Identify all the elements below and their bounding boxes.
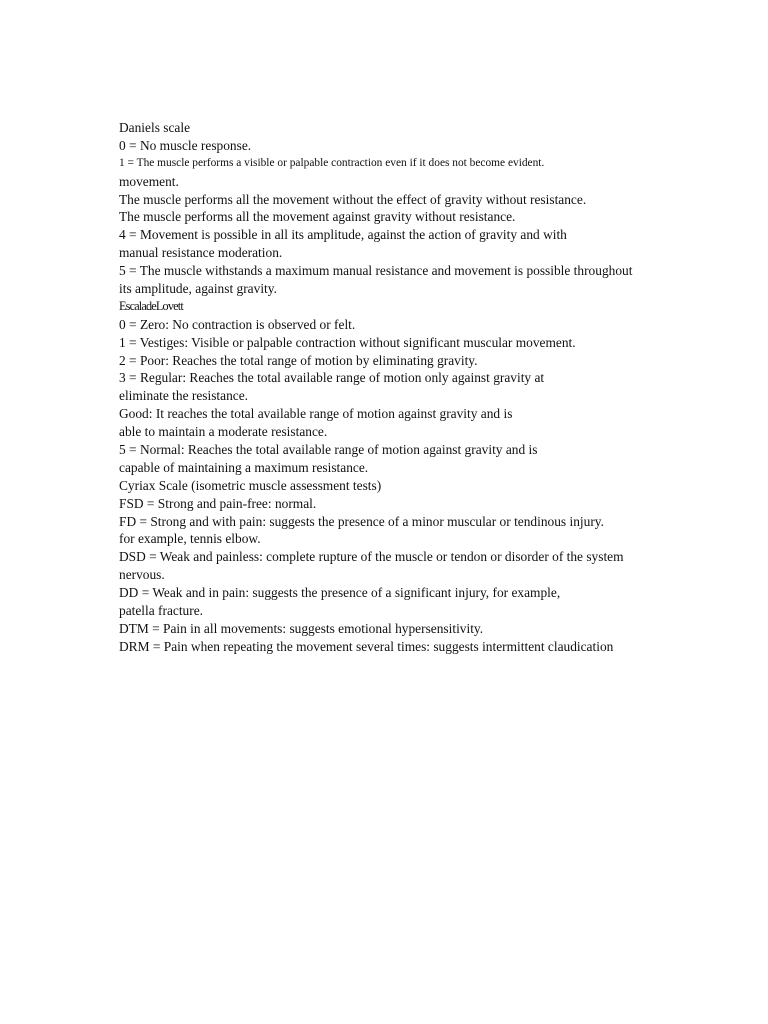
text-line: patella fracture. — [119, 603, 204, 619]
text-line: manual resistance moderation. — [119, 245, 283, 261]
heading-cyriax-scale: Cyriax Scale (isometric muscle assessment tests) — [119, 477, 382, 493]
document-text — [119, 119, 739, 656]
text-line: 5 = Normal: Reaches the total available range of motion against gravity and is — [119, 442, 538, 458]
text-line: 3 = Regular: Reaches the total available range of motion only against gravity at — [119, 370, 545, 386]
text-line: 5 = The muscle withstands a maximum manual resistance and movement is possible throughout — [119, 263, 633, 279]
text-line: 1 = Vestiges: Visible or palpable contraction without significant muscular movement. — [119, 334, 576, 350]
text-line: for example, tennis elbow. — [119, 531, 261, 547]
text-line: Good: It reaches the total available range of motion against gravity and is — [119, 406, 513, 422]
text-line: 0 = No muscle response. — [119, 137, 252, 153]
heading-lovett-scale: EscaladeLovett — [119, 298, 183, 313]
text-line: DD = Weak and in pain: suggests the presence of a significant injury, for example, — [119, 585, 561, 601]
text-line: FSD = Strong and pain-free: normal. — [119, 495, 317, 511]
text-line: movement. — [119, 173, 179, 189]
text-line: FD = Strong and with pain: suggests the presence of a minor muscular or tendinous injury. — [119, 513, 604, 529]
text-line: nervous. — [119, 567, 165, 583]
text-line: 1 = The muscle performs a visible or palpable contraction even if it does not become evident. — [119, 156, 545, 169]
text-line: The muscle performs all the movement without the effect of gravity without resistance. — [119, 191, 587, 207]
text-line: The muscle performs all the movement against gravity without resistance. — [119, 209, 516, 225]
heading-daniels-scale: Daniels scale — [119, 120, 191, 135]
text-line: 4 = Movement is possible in all its amplitude, against the action of gravity and with — [119, 227, 567, 243]
text-line: DRM = Pain when repeating the movement several times: suggests intermittent claudication — [119, 638, 614, 654]
text-line: eliminate the resistance. — [119, 388, 249, 404]
text-line: its amplitude, against gravity. — [119, 281, 277, 297]
text-line: capable of maintaining a maximum resistance. — [119, 459, 369, 475]
text-line: 2 = Poor: Reaches the total range of motion by eliminating gravity. — [119, 352, 478, 368]
text-line: DTM = Pain in all movements: suggests emotional hypersensitivity. — [119, 620, 484, 636]
text-line: DSD = Weak and painless: complete rupture of the muscle or tendon or disorder of the system — [119, 549, 624, 565]
text-line: 0 = Zero: No contraction is observed or felt. — [119, 316, 356, 332]
text-line: able to maintain a moderate resistance. — [119, 424, 328, 440]
